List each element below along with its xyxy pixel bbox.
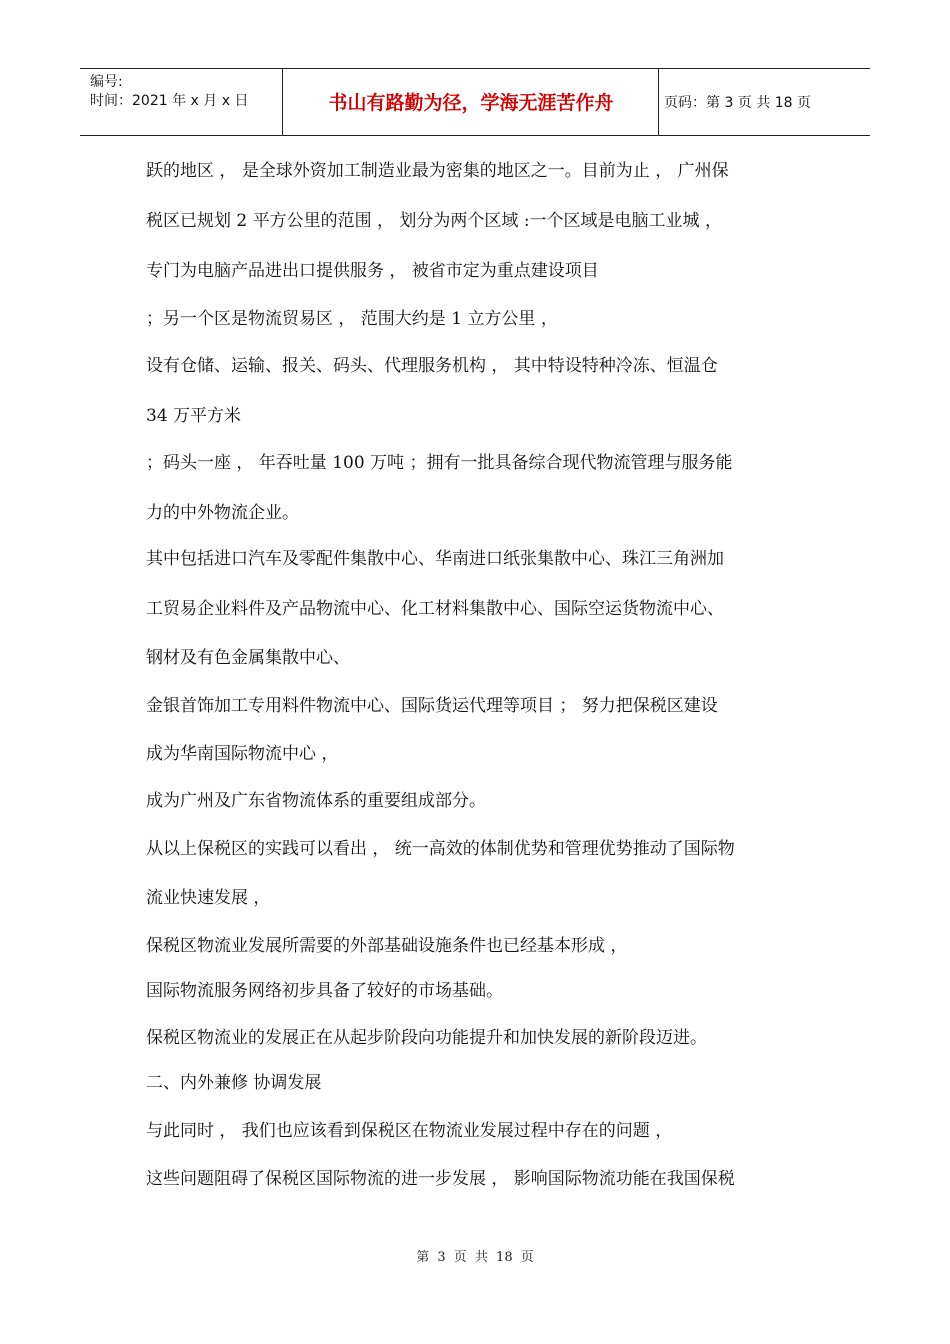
header-page-info: 页码：第 3 页 共 18 页 bbox=[664, 95, 811, 111]
body-line: 国际物流服务网络初步具备了较好的市场基础。 bbox=[146, 981, 503, 1001]
body-line: ；码头一座 ， 年吞吐量 100 万吨 ；拥有一批具备综合现代物流管理与服务能 bbox=[146, 453, 733, 473]
body-line: 34 万平方米 bbox=[146, 406, 242, 426]
body-line: 流业快速发展 ， bbox=[146, 888, 271, 908]
body-line: 钢材及有色金属集散中心、 bbox=[146, 648, 350, 668]
body-line: 设有仓储、运输、报关、码头、代理服务机构 ， 其中特设特种冷冻、恒温仓 bbox=[146, 356, 718, 376]
body-line: 力的中外物流企业。 bbox=[146, 503, 299, 523]
header-meta bbox=[90, 73, 248, 111]
header-motto: 书山有路勤为径，学海无涯苦作舟 bbox=[328, 92, 614, 114]
body-line: 保税区物流业发展所需要的外部基础设施条件也已经基本形成 ， bbox=[146, 936, 628, 956]
body-line: 保税区物流业的发展正在从起步阶段向功能提升和加快发展的新阶段迈进。 bbox=[146, 1028, 707, 1048]
doc-time-label: 时间：2021 年 x 月 x 日 bbox=[90, 93, 249, 109]
body-line: 成为华南国际物流中心 ， bbox=[146, 744, 339, 764]
body-line: ；另一个区是物流贸易区 ， 范围大约是 1 立方公里 ， bbox=[146, 309, 558, 329]
body-line: 从以上保税区的实践可以看出 ， 统一高效的体制优势和管理优势推动了国际物 bbox=[146, 839, 735, 859]
body-line: 工贸易企业料件及产品物流中心、化工材料集散中心、国际空运货物流中心、 bbox=[146, 599, 724, 619]
document-header bbox=[80, 68, 870, 136]
body-line: 其中包括进口汽车及零配件集散中心、华南进口纸张集散中心、珠江三角洲加 bbox=[146, 549, 724, 569]
body-line: 税区已规划 2 平方公里的范围 ， 划分为两个区域 :一个区域是电脑工业城 ， bbox=[146, 211, 722, 231]
header-divider-right bbox=[658, 69, 659, 135]
body-line: 与此同时 ， 我们也应该看到保税区在物流业发展过程中存在的问题 ， bbox=[146, 1121, 673, 1141]
body-line: 专门为电脑产品进出口提供服务 ， 被省市定为重点建设项目 bbox=[146, 261, 599, 281]
body-line: 金银首饰加工专用料件物流中心、国际货运代理等项目 ； 努力把保税区建设 bbox=[146, 696, 718, 716]
section-heading: 二、内外兼修 协调发展 bbox=[146, 1073, 322, 1093]
page-footer: 第 3 页 共 18 页 bbox=[416, 1250, 534, 1265]
body-line: 成为广州及广东省物流体系的重要组成部分。 bbox=[146, 791, 486, 811]
body-line: 这些问题阻碍了保税区国际物流的进一步发展 ， 影响国际物流功能在我国保税 bbox=[146, 1169, 735, 1189]
body-line: 跃的地区 ， 是全球外资加工制造业最为密集的地区之一。目前为止 ， 广州保 bbox=[146, 161, 729, 181]
doc-code-label: 编号: bbox=[90, 74, 123, 90]
